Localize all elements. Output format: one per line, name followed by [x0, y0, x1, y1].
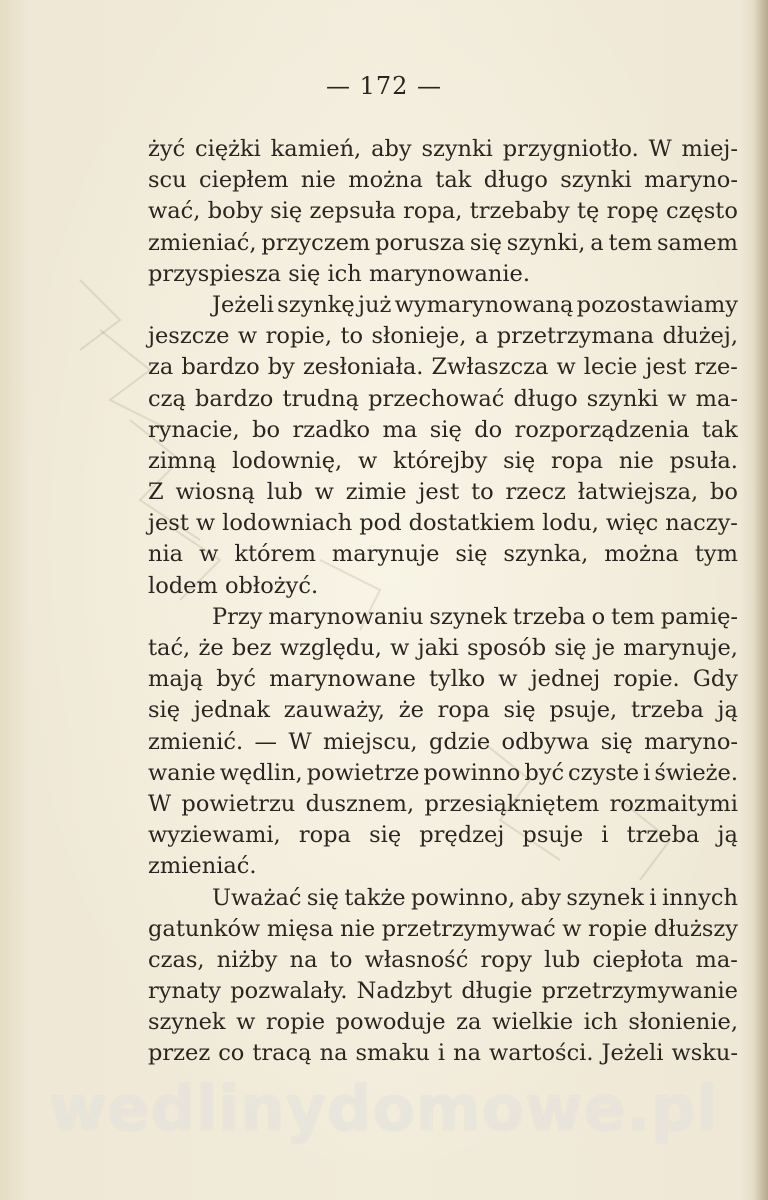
text-line: przez co tracą na smaku i na wartości. Jeżeli wsku- [148, 1040, 738, 1067]
text-line: Przy marynowaniu szynek trzeba o tem pamię- [212, 603, 738, 630]
text-line: wać, boby się zepsuła ropa, trzebaby tę ropę często [148, 198, 738, 225]
text-line: jeszcze w ropie, to słonieje, a przetrzymana dłużej, [148, 323, 738, 350]
text-line: nia w którem marynuje się szynka, można tym [148, 541, 738, 568]
text-line: jest w lodowniach pod dostatkiem lodu, więc naczy- [148, 510, 738, 537]
page-spine-shadow [754, 0, 768, 1200]
watermark-text: wedlinydomowe.pl [49, 1072, 719, 1145]
text-line: lodem obłożyć. [148, 572, 319, 599]
text-line: żyć ciężki kamień, aby szynki przygniotło. W miej- [148, 136, 738, 162]
text-line: wanie wędlin, powietrze powinno być czyste i świeże. [148, 759, 738, 786]
text-line: wyziewami, ropa się prędzej psuje i trzeba ją [148, 822, 738, 849]
text-line: scu ciepłem nie można tak długo szynki maryno- [148, 167, 738, 194]
text-line: za bardzo by zesłoniała. Zwłaszcza w lecie jest rze- [148, 354, 738, 381]
text-line: Z wiosną lub w zimie jest to rzecz łatwiejsza, bo [148, 479, 738, 506]
text-line: rynacie, bo rzadko ma się do rozporządzenia tak [148, 416, 738, 443]
text-line: zmieniać. [148, 853, 257, 880]
paragraph [148, 602, 738, 883]
text-line: Uważać się także powinno, aby szynek i innych [212, 884, 738, 911]
text-line: się jednak zauważy, że ropa się psuje, trzeba ją [148, 697, 738, 724]
text-line: rynaty pozwalały. Nadzbyt długie przetrzymywanie [148, 978, 738, 1005]
text-line: czas, niżby na to własność ropy lub ciepłota ma- [148, 946, 738, 973]
text-line: przyspiesza się ich marynowanie. [148, 260, 531, 287]
text-line: W powietrzu dusznem, przesiąkniętem rozmaitymi [148, 790, 738, 817]
text-line: tać, że bez względu, w jaki sposób się je marynuje, [148, 635, 738, 661]
text-line: zmienić. — W miejscu, gdzie odbywa się maryno- [148, 728, 738, 755]
text-line: szynek w ropie powoduje za wielkie ich słonienie, [148, 1009, 738, 1036]
page-number: — 172 — [325, 72, 443, 100]
paragraph [148, 883, 738, 1070]
body-text [148, 134, 738, 1070]
paragraph [148, 290, 738, 602]
text-line: zimną lodownię, w którejby się ropa nie psuła. [148, 447, 738, 474]
text-line: zmieniać, przyczem porusza się szynki, a tem samem [148, 229, 738, 256]
text-line: gatunków mięsa nie przetrzymywać w ropie dłuższy [148, 915, 738, 942]
text-line: mają być marynowane tylko w jednej ropie. Gdy [148, 666, 738, 693]
text-line: czą bardzo trudną przechować długo szynki w ma- [148, 385, 738, 412]
text-line: Jeżeli szynkę już wymarynowaną pozostawiamy [212, 291, 738, 318]
paragraph [148, 134, 738, 290]
